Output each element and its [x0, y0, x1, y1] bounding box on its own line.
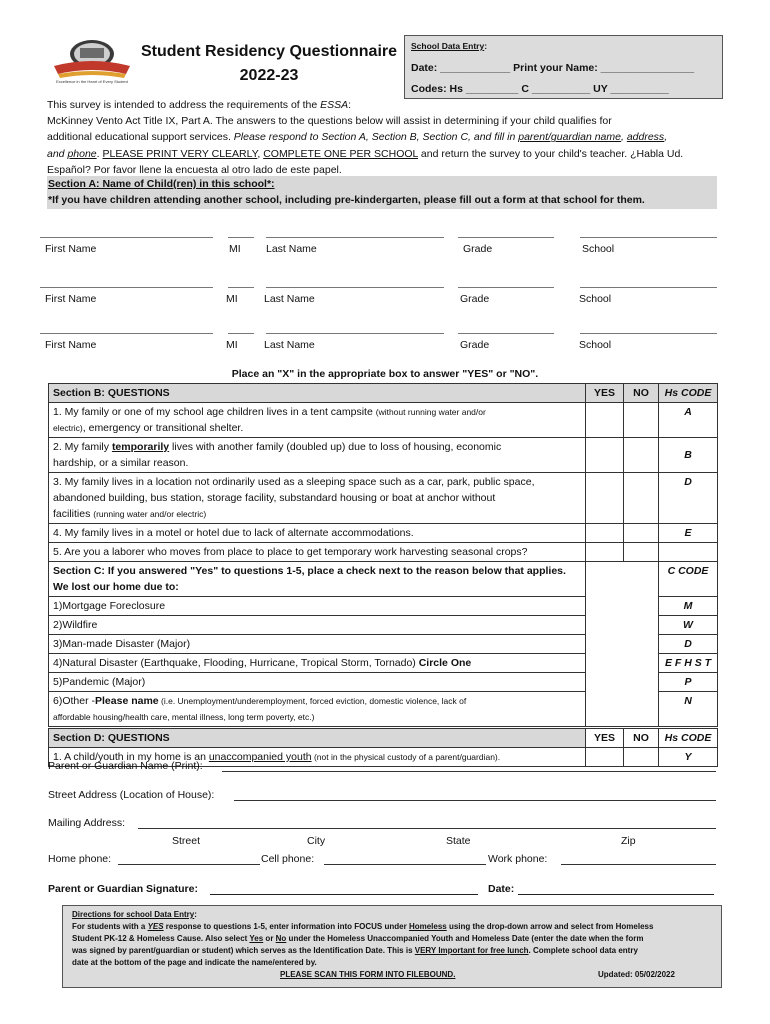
street-address-label: Street Address (Location of House): [48, 789, 215, 801]
blank-cell [586, 692, 659, 728]
intro-text: , [620, 131, 627, 144]
reason-text[interactable]: 4)Natural Disaster (Earthquake, Flooding, Hurricane, Tropical Storm, Tornado) [53, 657, 419, 669]
updated-date: Updated: 05/02/2022 [598, 970, 675, 979]
first-name-field[interactable] [40, 287, 213, 288]
mi-field[interactable] [228, 287, 254, 288]
intro-text: and return the survey to your child's teacher. ¿Habla Ud. [418, 147, 684, 160]
sde-label: School Data Entry [411, 41, 485, 51]
yes-checkbox[interactable] [586, 403, 624, 438]
intro-text: parent/guardian name [518, 131, 621, 144]
intro-text: : [348, 99, 352, 111]
home-phone-field[interactable] [118, 864, 260, 865]
directions-title: Directions for school Data Entry [72, 910, 195, 919]
directions-text: Student PK-12 & Homeless Cause. Also select [72, 934, 250, 943]
mi-field[interactable] [228, 333, 254, 334]
reason-note: (i.e. Unemployment/underemployment, forced eviction, domestic violence, lack of [158, 696, 467, 706]
code-cell: B [658, 438, 717, 473]
section-d-title: Section D: QUESTIONS [49, 728, 586, 748]
intro-text: . [96, 147, 103, 160]
first-name-label: First Name [45, 293, 97, 305]
last-name-field[interactable] [266, 237, 444, 238]
grade-label: Grade [460, 293, 490, 305]
page-title [140, 40, 398, 88]
reason-row-4 [49, 654, 718, 673]
question-note: (without running water and/or [375, 407, 486, 417]
question-row-2 [49, 438, 718, 473]
section-c-subtitle: We lost our home due to: [53, 581, 179, 593]
school-label: School [579, 339, 612, 351]
mi-field[interactable] [228, 237, 254, 238]
no-checkbox[interactable] [624, 524, 659, 543]
directions-emphasis: Yes [249, 934, 264, 943]
blank-cell [586, 635, 659, 654]
directions-text: . Complete school data entry [528, 946, 638, 955]
street-address-field[interactable] [234, 800, 716, 801]
intro-text: phone [67, 147, 97, 160]
section-c-header-row [49, 562, 718, 597]
directions-emphasis: Homeless [408, 922, 447, 931]
blank-cell [586, 673, 659, 692]
c-code-header: C CODE [658, 562, 717, 597]
school-field[interactable] [580, 287, 717, 288]
code-cell: N [658, 692, 717, 728]
last-name-label: Last Name [264, 293, 315, 305]
title-line2: 2022-23 [239, 67, 299, 84]
signature-field[interactable] [210, 894, 478, 895]
question-row-3 [49, 473, 718, 524]
cell-phone-field[interactable] [324, 864, 486, 865]
question-text: 3. My family lives in a location not ordinarily used as a sleeping space such as a car, park, public space, [53, 476, 535, 488]
yes-header: YES [586, 728, 624, 748]
hs-code-header: Hs CODE [658, 728, 717, 748]
grade-label: Grade [460, 339, 490, 351]
yes-checkbox[interactable] [586, 473, 624, 524]
scan-instruction: PLEASE SCAN THIS FORM INTO FILEBOUND. [280, 970, 456, 979]
mailing-address-field[interactable] [138, 828, 716, 829]
section-d-header-row [49, 728, 718, 748]
grade-label: Grade [463, 243, 493, 255]
code-cell: W [658, 616, 717, 635]
reason-row-1 [49, 597, 718, 616]
reason-text[interactable]: 2)Wildfire [49, 616, 586, 635]
question-note: (not in the physical custody of a parent/guardian). [311, 752, 501, 762]
intro-text: COMPLETE ONE PER SCHOOL [263, 147, 418, 160]
reason-text[interactable]: 6)Other - [53, 695, 96, 707]
mi-label: MI [226, 339, 238, 351]
code-cell: D [658, 473, 717, 524]
reason-text[interactable]: 1)Mortgage Foreclosure [49, 597, 586, 616]
intro-text: Please respond to Section A, Section B, Section C, and fill in [233, 131, 519, 144]
reason-row-6 [49, 692, 718, 728]
mi-label: MI [226, 293, 238, 305]
question-row-5 [49, 543, 718, 562]
no-checkbox[interactable] [624, 543, 659, 562]
reason-row-2 [49, 616, 718, 635]
intro-text: , [664, 131, 668, 144]
guardian-name-label: Parent or Guardian Name (Print): [48, 760, 203, 772]
first-name-label: First Name [45, 243, 97, 255]
question-text: 1. A child/youth in my home is an [53, 751, 209, 763]
reason-note: affordable housing/health care, mental illness, long term poverty, etc.) [53, 712, 315, 722]
hs-code-header: Hs CODE [658, 384, 717, 403]
home-phone-label: Home phone: [48, 853, 112, 865]
directions-emphasis: No [275, 934, 287, 943]
directions-emphasis: YES [147, 922, 164, 931]
question-text: 1. My family or one of my school age children lives in a tent campsite [53, 406, 376, 418]
question-emphasis: temporarily [111, 441, 170, 453]
section-c-title: Section C: If you answered "Yes" to questions 1-5, place a check next to the reason below that applies. [53, 565, 566, 577]
question-text: abandoned building, bus station, storage facility, substandard housing or boat at anchor without [53, 492, 496, 504]
school-field[interactable] [580, 333, 717, 334]
signature-colon: : [194, 883, 198, 895]
intro-essa: ESSA [320, 99, 349, 111]
code-cell: M [658, 597, 717, 616]
directions-text: : [194, 910, 197, 919]
blank-cell [586, 562, 659, 597]
question-text: hardship, or a similar reason. [53, 457, 189, 469]
title-line1: Student Residency Questionnaire [140, 43, 398, 60]
blank-cell [586, 654, 659, 673]
yes-no-instruction: Place an "X" in the appropriate box to answer "YES" or "NO". [231, 368, 539, 380]
blank-cell [586, 616, 659, 635]
question-text: facilities [53, 508, 94, 520]
section-a-title: Section A: Name of Child(ren) in this school*: [48, 178, 275, 190]
code-cell: Y [658, 748, 717, 767]
first-name-field[interactable] [40, 237, 213, 238]
street-label: Street [172, 835, 201, 847]
directions-box [62, 905, 722, 988]
question-row-4 [49, 524, 718, 543]
question-text: lives with another family (doubled up) due to loss of housing, economic [169, 441, 502, 453]
sde-codes-field[interactable]: Codes: Hs _________ C __________ UY __________ [411, 83, 669, 95]
mi-label: MI [229, 243, 241, 255]
sde-date-field[interactable]: Date: ____________ Print your Name: ________________ [411, 62, 695, 74]
section-b-title: Section B: QUESTIONS [49, 384, 586, 403]
question-text: , emergency or transitional shelter. [82, 422, 244, 434]
code-cell[interactable]: E F H S T [658, 654, 717, 673]
date-label: Date: [488, 883, 515, 895]
directions-text: using the drop-down arrow and select from Homeless [446, 922, 654, 931]
intro-text: additional educational support services. [47, 131, 234, 144]
intro-text: This survey is intended to address the requirements of the [47, 99, 321, 111]
school-label: School [579, 293, 612, 305]
cell-phone-label: Cell phone: [261, 853, 315, 865]
section-a-header [47, 176, 717, 209]
grade-field[interactable] [458, 287, 554, 288]
logo-text: Excellence in the Heart of Every Student [56, 79, 128, 84]
work-phone-label: Work phone: [488, 853, 548, 865]
intro-text: , [257, 147, 264, 160]
blank-cell [586, 597, 659, 616]
no-header: NO [624, 384, 659, 403]
intro-text: PLEASE PRINT VERY CLEARLY [102, 147, 258, 160]
school-label: School [582, 243, 615, 255]
question-text: 2. My family [53, 441, 112, 453]
question-note: electric) [53, 423, 83, 433]
section-b-header-row [49, 384, 718, 403]
reason-text[interactable]: 3)Man-made Disaster (Major) [49, 635, 586, 654]
no-checkbox[interactable] [624, 438, 659, 473]
question-emphasis: unaccompanied youth [208, 751, 312, 763]
question-text: 4. My family lives in a motel or hotel due to lack of alternate accommodations. [49, 524, 586, 543]
reason-row-3 [49, 635, 718, 654]
zip-label: Zip [621, 835, 636, 847]
school-field[interactable] [580, 237, 717, 238]
directions-text: under the Homeless Unaccompanied Youth and Homeless Date (enter the date when the form [286, 934, 644, 943]
code-cell: P [658, 673, 717, 692]
yes-checkbox[interactable] [586, 543, 624, 562]
question-note: (running water and/or electric) [93, 509, 207, 519]
first-name-label: First Name [45, 339, 97, 351]
yes-checkbox[interactable] [586, 748, 624, 767]
district-logo [52, 38, 132, 86]
code-cell: D [658, 635, 717, 654]
intro-text: and [47, 147, 68, 160]
work-phone-field[interactable] [561, 864, 716, 865]
mailing-address-label: Mailing Address: [48, 817, 126, 829]
signature-label: Parent or Guardian Signature [48, 883, 195, 895]
first-name-field[interactable] [40, 333, 213, 334]
yes-checkbox[interactable] [586, 438, 624, 473]
last-name-label: Last Name [264, 339, 315, 351]
code-cell: E [658, 524, 717, 543]
reason-emphasis: Circle One [418, 657, 472, 669]
directions-text: response to questions 1-5, enter information into FOCUS under [163, 922, 409, 931]
no-header: NO [624, 728, 659, 748]
yes-checkbox[interactable] [586, 524, 624, 543]
directions-emphasis: VERY Important for free lunch [414, 946, 529, 955]
reason-emphasis: Please name [95, 695, 159, 707]
section-a-note: *If you have children attending another school, including pre-kindergarten, please fill out a form at that school for them. [48, 194, 645, 206]
directions-text: or [263, 934, 276, 943]
reason-text[interactable]: 5)Pandemic (Major) [49, 673, 586, 692]
no-checkbox[interactable] [624, 403, 659, 438]
question-text: 5. Are you a laborer who moves from place to place to get temporary work harvesting seasonal crops? [49, 543, 586, 562]
last-name-field[interactable] [266, 287, 444, 288]
questions-table [48, 383, 718, 767]
code-cell [658, 543, 717, 562]
last-name-label: Last Name [266, 243, 317, 255]
intro-text: Español? Por favor llene la encuesta al otro lado de este papel. [47, 163, 342, 176]
last-name-field[interactable] [266, 333, 444, 334]
directions-text: was signed by parent/guardian or student) which serves as the Identification Date. This is [72, 946, 415, 955]
grade-field[interactable] [458, 237, 554, 238]
guardian-name-field[interactable] [222, 771, 716, 772]
intro-paragraph [47, 97, 727, 178]
no-checkbox[interactable] [624, 473, 659, 524]
yes-header: YES [586, 384, 624, 403]
school-data-entry-box: School Data Entry: Date: ____________ Print your Name: ________________ Codes: Hs _________ C __________ UY __________ [404, 35, 723, 99]
date-field[interactable] [518, 894, 714, 895]
grade-field[interactable] [458, 333, 554, 334]
directions-text: date at the bottom of the page and indicate the name/entered by. [72, 958, 317, 967]
code-cell: A [658, 403, 717, 438]
directions-text: For students with a [72, 922, 148, 931]
no-checkbox[interactable] [624, 748, 659, 767]
state-label: State [446, 835, 471, 847]
reason-row-5 [49, 673, 718, 692]
city-label: City [307, 835, 326, 847]
intro-text: address [626, 131, 665, 144]
question-row-1 [49, 403, 718, 438]
intro-text: McKinney Vento Act Title IX, Part A. The answers to the questions below will assist in determining if your child qualifies for [47, 115, 612, 128]
